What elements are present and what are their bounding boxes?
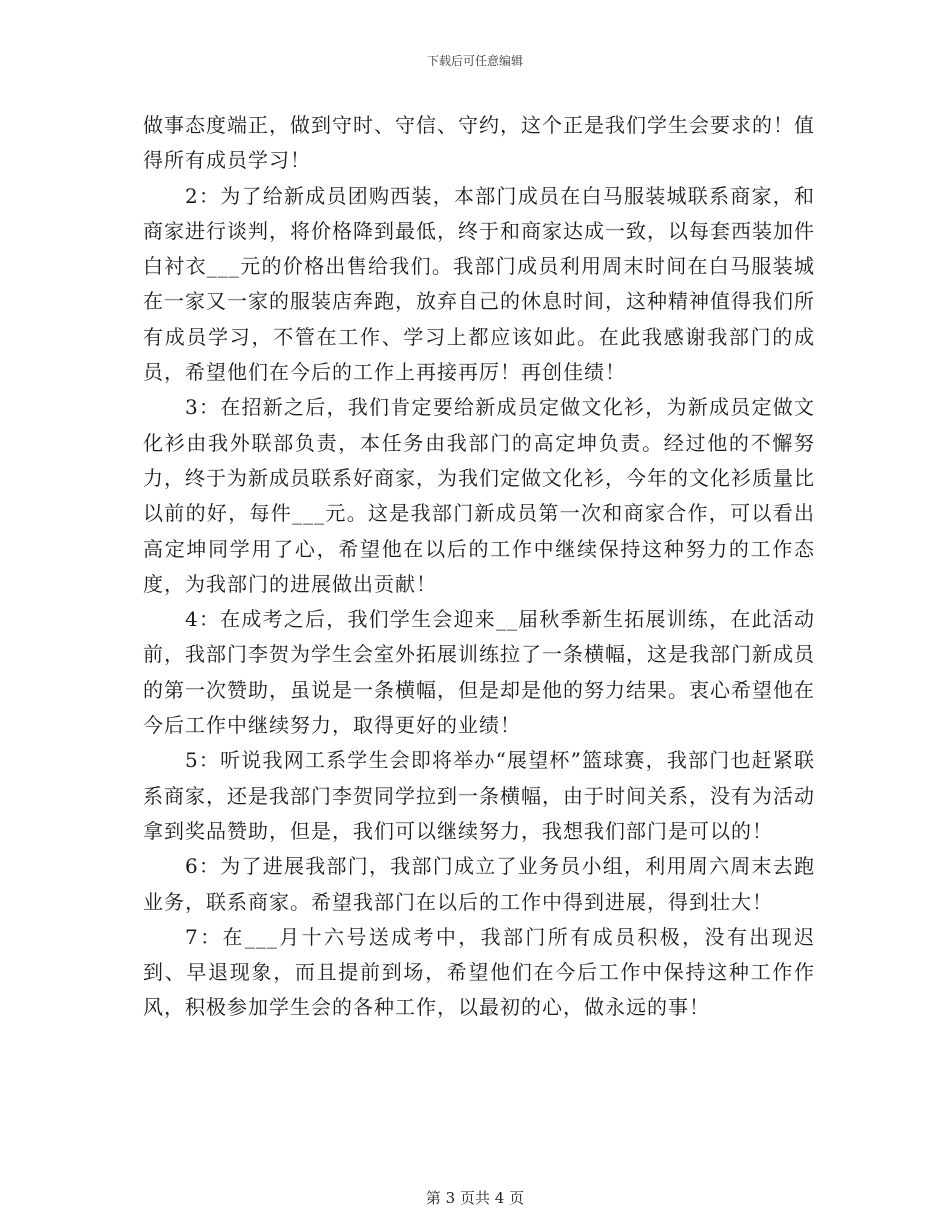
paragraph-item-4: 4：在成考之后，我们学生会迎来__届秋季新生拓展训练，在此活动前，我部门李贺为学生会室外拓展训练拉了一条横幅，这是我部门新成员的第一次赞助，虽说是一条横幅，但是却是他的努力结果。衷心希望他在今后工作中继续努力，取得更好的业绩！ (143, 607, 815, 738)
paragraph-continuation: 做事态度端正，做到守时、守信、守约，这个正是我们学生会要求的！值得所有成员学习！ (143, 113, 815, 173)
paragraph-item-2: 2：为了给新成员团购西装，本部门成员在白马服装城联系商家，和商家进行谈判，将价格降到最低，终于和商家达成一致，以每套西装加件白衬衣___元的价格出售给我们。我部门成员利用周末时间在白马服装城在一家又一家的服装店奔跑，放弃自己的休息时间，这种精神值得我们所有成员学习，不管在工作、学习上都应该如此。在此我感谢我部门的成员，希望他们在今后的工作上再接再厉！再创佳绩！ (143, 183, 815, 385)
paragraph-item-5: 5：听说我网工系学生会即将举办“展望杯”篮球赛，我部门也赶紧联系商家，还是我部门李贺同学拉到一条横幅，由于时间关系，没有为活动拿到奖品赞助，但是，我们可以继续努力，我想我们部门是可以的！ (143, 748, 815, 843)
paragraph-item-6: 6：为了进展我部门，我部门成立了业务员小组，利用周六周末去跑业务，联系商家。希望我部门在以后的工作中得到进展，得到壮大！ (143, 854, 815, 914)
page-header: 下载后可任意编辑 (426, 54, 523, 68)
paragraph-item-3: 3：在招新之后，我们肯定要给新成员定做文化衫，为新成员定做文化衫由我外联部负责，本任务由我部门的高定坤负责。经过他的不懈努力，终于为新成员联系好商家，为我们定做文化衫，今年的文化衫质量比以前的好，每件___元。这是我部门新成员第一次和商家合作，可以看出高定坤同学用了心，希望他在以后的工作中继续保持这种努力的工作态度，为我部门的进展做出贡献！ (143, 395, 815, 596)
document-body (143, 108, 815, 1026)
page-footer: 第 3 页共 4 页 (425, 1189, 525, 1207)
paragraph-item-7: 7：在___月十六号送成考中，我部门所有成员积极，没有出现迟到、早退现象，而且提前到场，希望他们在今后工作中保持这种工作作风，积极参加学生会的各种工作，以最初的心，做永远的事！ (143, 924, 815, 1020)
